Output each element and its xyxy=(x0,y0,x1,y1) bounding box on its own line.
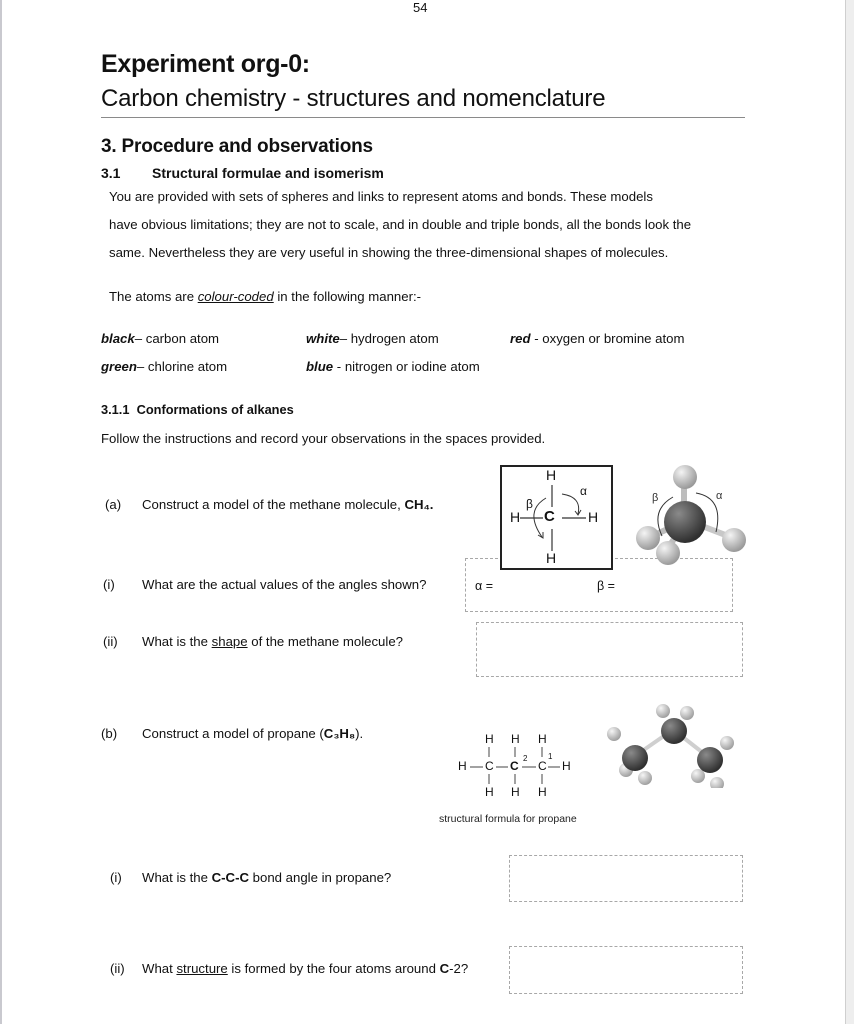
colour-meaning: carbon atom xyxy=(145,331,220,346)
h-atom-bottom: H xyxy=(546,550,557,566)
h-top-1: H xyxy=(485,732,494,746)
colour-sep: - xyxy=(530,331,543,346)
c-emphasis: C xyxy=(439,961,450,976)
colour-intro xyxy=(109,289,421,304)
ccc-bond-angle-answer-box[interactable] xyxy=(509,855,743,902)
colour-name: white xyxy=(306,331,340,346)
c2-structure-answer-box[interactable] xyxy=(509,946,743,994)
intro-line-1: You are provided with sets of spheres and links to represent atoms and bonds. These models xyxy=(109,189,653,204)
methane-shape-answer-box[interactable] xyxy=(476,622,743,677)
colour-meaning: hydrogen atom xyxy=(350,331,439,346)
h-atom-top: H xyxy=(546,467,557,483)
q-text: of the methane molecule? xyxy=(247,634,403,649)
h-top-3: H xyxy=(538,732,547,746)
colour-key-black xyxy=(101,331,219,346)
subsection-heading xyxy=(101,165,384,181)
experiment-title: Experiment org-0: xyxy=(101,50,310,78)
experiment-subtitle: Carbon chemistry - structures and nomenclature xyxy=(101,85,606,112)
part-b-q2-label: (ii) xyxy=(110,961,125,976)
q-text: bond angle in propane? xyxy=(249,870,392,885)
page-right-edge xyxy=(845,0,854,1024)
c-atom-center: C xyxy=(544,508,555,525)
h-bottom-3: H xyxy=(538,785,547,799)
colour-key-white xyxy=(306,331,439,346)
alpha-angle-label-3d: α xyxy=(716,490,723,502)
colour-coded-emphasis: colour-coded xyxy=(197,289,274,304)
part-b-q1-text xyxy=(142,870,391,885)
propane-3d-svg xyxy=(595,698,745,788)
subsection-number: 3.1 xyxy=(101,165,121,181)
h-left: H xyxy=(458,759,467,773)
c2-number-label: 2 xyxy=(523,754,528,763)
colour-sep: - xyxy=(333,359,345,374)
structure-emphasis: structure xyxy=(176,961,228,976)
part-b-instruction: Construct a model of propane ( xyxy=(142,726,324,741)
colour-intro-after: in the following manner:- xyxy=(273,289,422,304)
intro-line-2: have obvious limitations; they are not to scale, and in double and triple bonds, all the bonds look the xyxy=(109,217,692,232)
colour-name: black xyxy=(101,331,135,346)
shape-emphasis: shape xyxy=(211,634,248,649)
propane-3d-model xyxy=(595,698,745,788)
instruction-text: Follow the instructions and record your observations in the spaces provided. xyxy=(101,431,546,446)
colour-sep: – xyxy=(134,331,146,346)
alpha-angle-label: α xyxy=(580,484,587,498)
section-heading: 3. Procedure and observations xyxy=(101,136,373,157)
subsubsection-title: Conformations of alkanes xyxy=(136,402,294,417)
alpha-label: α = xyxy=(475,579,493,593)
subsection-title: Structural formulae and isomerism xyxy=(152,165,384,181)
part-b-text xyxy=(142,726,363,741)
h-atom-left: H xyxy=(510,509,521,525)
colour-key-blue xyxy=(306,359,480,374)
part-a-q2-label: (ii) xyxy=(103,634,118,649)
part-a-q1-label: (i) xyxy=(103,577,115,592)
part-a-text xyxy=(142,497,433,512)
part-b-q1-label: (i) xyxy=(110,870,122,885)
q-text: is formed by the four atoms around xyxy=(227,961,440,976)
part-b-q2-text xyxy=(142,961,468,976)
colour-name: blue xyxy=(306,359,334,374)
c-atom-3: C xyxy=(485,759,494,773)
part-a-q2-text xyxy=(142,634,403,649)
colour-sep: – xyxy=(339,331,351,346)
colour-meaning: oxygen or bromine atom xyxy=(542,331,685,346)
beta-label: β = xyxy=(597,579,615,593)
part-b-label: (b) xyxy=(101,726,118,741)
subsubsection-heading xyxy=(101,402,294,417)
h-bottom-2: H xyxy=(511,785,520,799)
h-right: H xyxy=(562,759,571,773)
colour-sep: – xyxy=(136,359,148,374)
methane-3d-svg xyxy=(630,460,750,570)
beta-angle-label: β xyxy=(526,497,533,511)
h-top-2: H xyxy=(511,732,520,746)
part-a-label: (a) xyxy=(105,497,122,512)
methane-formula: CH₄. xyxy=(404,497,434,512)
methane-2d-diagram xyxy=(500,465,613,570)
beta-angle-label-3d: β xyxy=(652,492,659,504)
part-b-instruction-end: ). xyxy=(355,726,364,741)
part-a-instruction: Construct a model of the methane molecule, xyxy=(142,497,405,512)
colour-intro-before: The atoms are xyxy=(109,289,198,304)
page-left-edge xyxy=(0,0,2,1024)
c-atom-2: C xyxy=(510,759,519,773)
h-atom-right: H xyxy=(588,509,599,525)
q-text: What is the xyxy=(142,634,212,649)
propane-structural-formula xyxy=(452,730,582,802)
colour-key-red xyxy=(510,331,684,346)
page-number: 54 xyxy=(413,0,428,15)
colour-meaning: chlorine atom xyxy=(147,359,228,374)
propane-formula: C₃H₈ xyxy=(323,726,356,741)
q-text: What is the xyxy=(142,870,212,885)
title-divider xyxy=(101,117,745,118)
intro-line-3: same. Nevertheless they are very useful in showing the three-dimensional shapes of molecules. xyxy=(109,245,669,260)
colour-meaning: nitrogen or iodine atom xyxy=(344,359,480,374)
colour-name: green xyxy=(101,359,137,374)
subsubsection-number: 3.1.1 xyxy=(101,402,130,417)
part-a-q1-text: What are the actual values of the angles shown? xyxy=(142,577,427,592)
colour-key-green xyxy=(101,359,227,374)
q-text: -2? xyxy=(449,961,469,976)
h-bottom-1: H xyxy=(485,785,494,799)
c-atom-1: C xyxy=(538,759,547,773)
c1-number-label: 1 xyxy=(548,752,553,761)
colour-name: red xyxy=(510,331,531,346)
ccc-emphasis: C-C-C xyxy=(211,870,249,885)
methane-3d-model xyxy=(630,460,750,570)
propane-caption: structural formula for propane xyxy=(439,813,577,825)
q-text: What xyxy=(142,961,177,976)
